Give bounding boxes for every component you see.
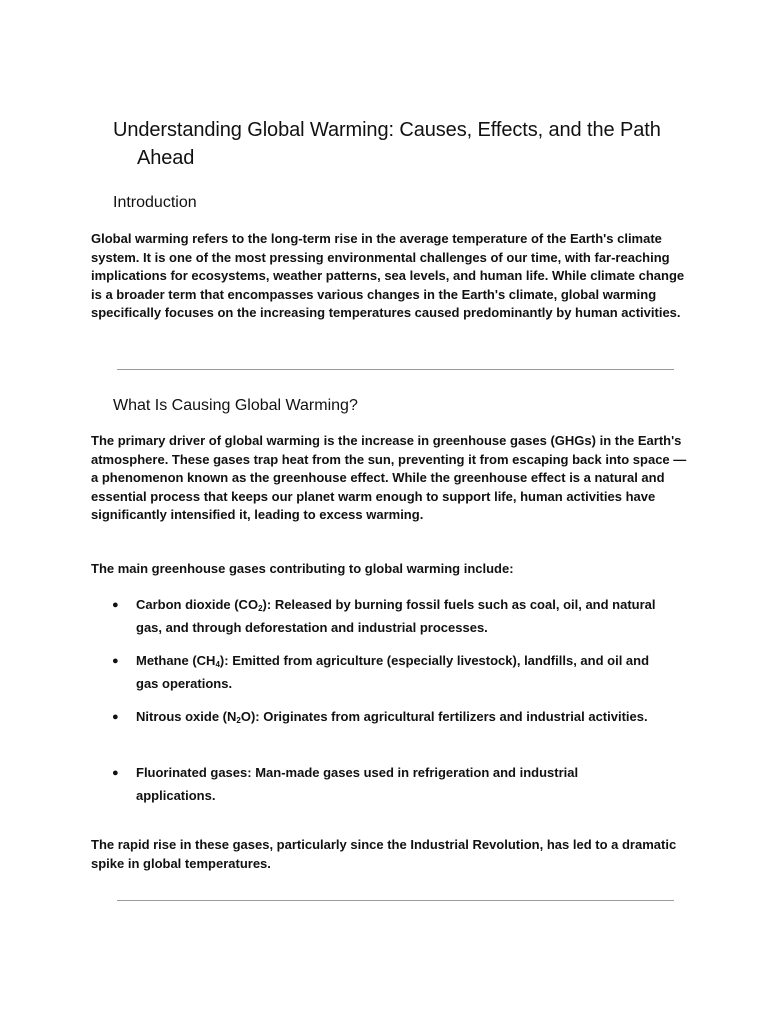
gas-description: Released by burning fossil fuels such as coal, oil, and natural gas, and through deforestation and industrial processes. bbox=[136, 597, 656, 635]
bullet-icon: ● bbox=[112, 711, 119, 723]
gas-description: Man-made gases used in refrigeration and industrial applications. bbox=[136, 765, 579, 803]
bullet-icon: ● bbox=[112, 599, 119, 611]
document-title: Understanding Global Warming: Causes, Effects, and the Path Ahead bbox=[113, 119, 661, 169]
gas-description: Originates from agricultural fertilizers and industrial activities. bbox=[263, 709, 648, 724]
causes-paragraph: The primary driver of global warming is the increase in greenhouse gases (GHGs) in the Earth's atmosphere. These gases trap heat from the sun, preventing it from escaping back into space — a phenomenon known as the greenhouse effect. While the greenhouse effect is a natural and essential process that keeps our planet warm enough to support life, human activities have significantly intensified it, leading to excess warming. bbox=[91, 433, 687, 523]
gas-name-end: O): bbox=[240, 709, 260, 724]
gases-list-intro: The main greenhouse gases contributing to global warming include: bbox=[91, 561, 514, 576]
gas-name: Nitrous oxide (N bbox=[136, 709, 237, 724]
causes-closing-paragraph: The rapid rise in these gases, particularly since the Industrial Revolution, has led to a dramatic spike in global temperatures. bbox=[91, 837, 677, 871]
introduction-heading: Introduction bbox=[113, 194, 197, 211]
gas-name: Carbon dioxide (CO bbox=[136, 597, 259, 612]
gas-subscript: 2 bbox=[258, 604, 263, 613]
gas-name-end: ): bbox=[262, 597, 272, 612]
gas-description: Emitted from agriculture (especially livestock), landfills, and oil and gas operations. bbox=[136, 653, 650, 691]
bullet-icon: ● bbox=[112, 655, 119, 667]
gas-name: Methane (CH bbox=[136, 653, 216, 668]
bullet-icon: ● bbox=[112, 767, 119, 779]
introduction-paragraph: Global warming refers to the long-term rise in the average temperature of the Earth's climate system. It is one of the most pressing environmental challenges of our time, with far-reaching implications for ecosystems, weather patterns, sea levels, and human life. While climate change is a broader term that encompasses various changes in the Earth's climate, global warming specifically focuses on the increasing temperatures caused predominantly by human activities. bbox=[91, 231, 685, 321]
gas-subscript: 2 bbox=[236, 716, 241, 725]
section-divider bbox=[117, 900, 674, 901]
gas-name: Fluorinated gases: bbox=[136, 765, 252, 780]
causes-heading: What Is Causing Global Warming? bbox=[113, 397, 358, 414]
section-divider bbox=[117, 369, 674, 370]
gas-subscript: 4 bbox=[215, 660, 220, 669]
gas-name-end: ): bbox=[219, 653, 229, 668]
